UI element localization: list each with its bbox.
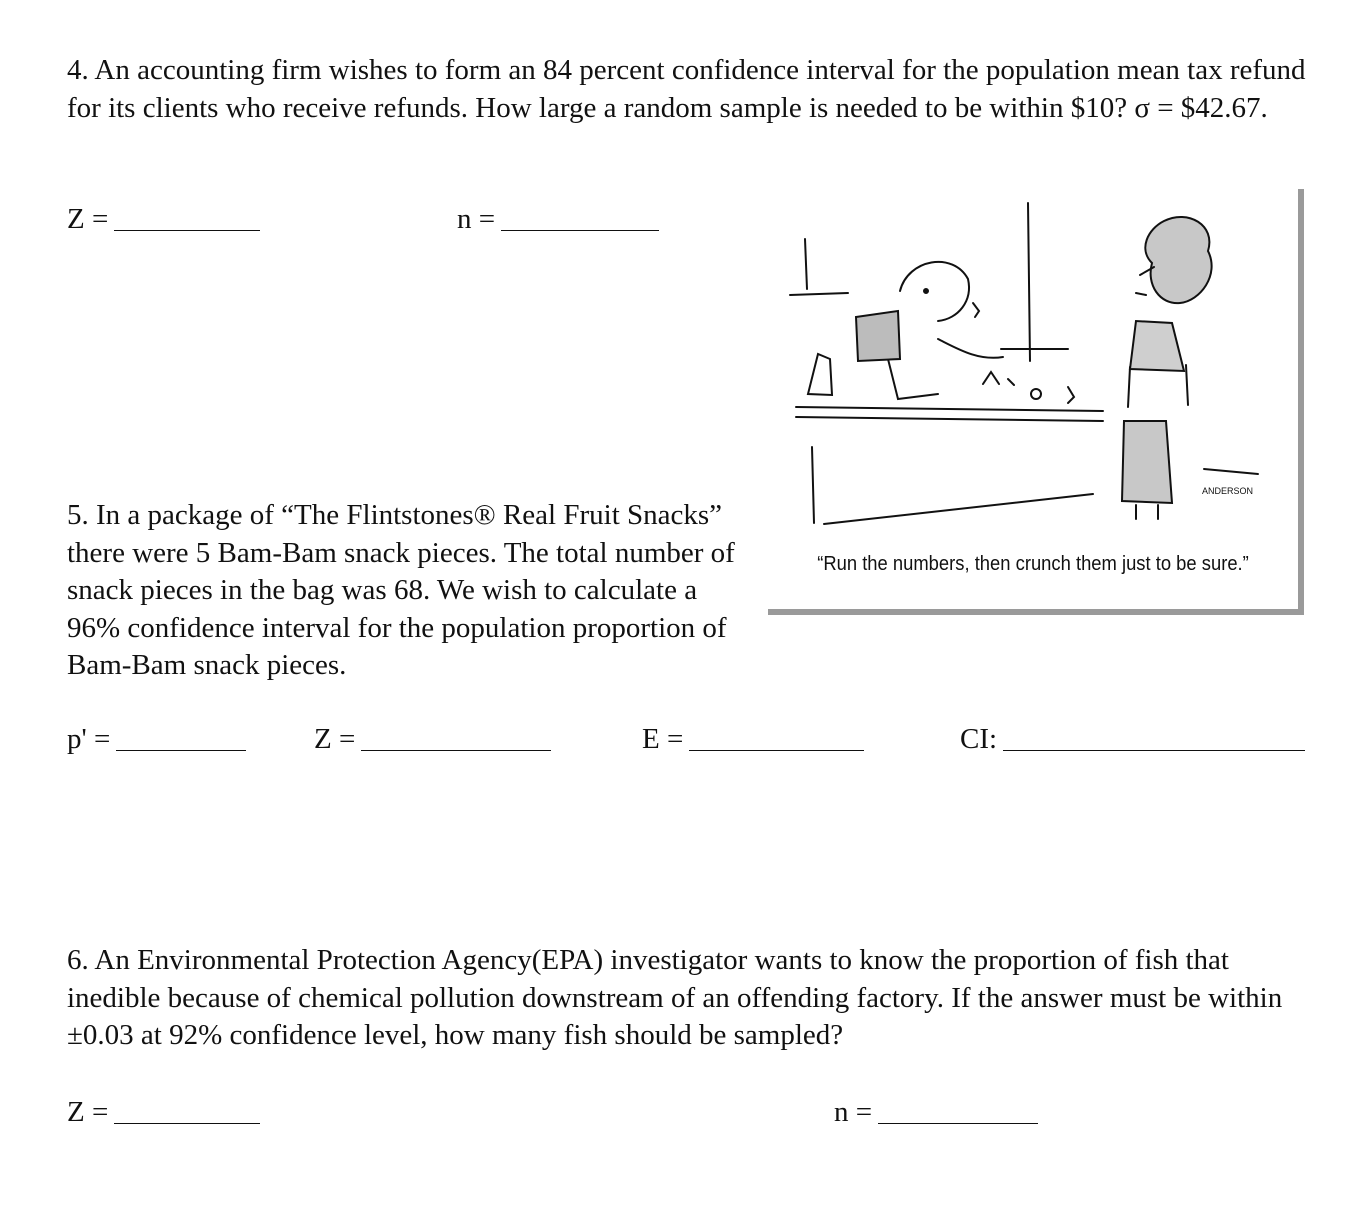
question-6-text: 6. An Environmental Protection Agency(EPA) investigator wants to know the proportion of fish that inedible because of chemical pollution downstream of an offending factory. If the answer must be within ±0.03 at 92% confidence level, how many fish should be sampled? [67,944,1283,1051]
q6-n-blank[interactable] [878,1122,1038,1124]
q5-ci-label: CI: [960,723,998,755]
cartoon-caption: “Run the numbers, then crunch them just to be sure.” [817,553,1249,575]
q6-z-label: Z = [67,1096,109,1128]
q4-z-blank[interactable] [114,229,260,231]
q4-n-label: n = [457,203,496,235]
q4-z-label: Z = [67,203,109,235]
q6-z-field[interactable] [67,1095,260,1129]
q5-z-blank[interactable] [361,749,551,751]
q5-z-field[interactable] [314,722,551,756]
question-5-text: 5. In a package of “The Flintstones® Real Fruit Snacks” there were 5 Bam-Bam snack pieces. The total number of snack pieces in the bag was 68. We wish to calculate a 96% confidence interval for the population proportion of Bam-Bam snack pieces. [67,499,735,681]
q5-e-label: E = [642,723,684,755]
q5-e-field[interactable] [642,722,864,756]
q4-n-blank[interactable] [501,229,659,231]
q5-ci-blank[interactable] [1003,749,1305,751]
q5-z-label: Z = [314,723,356,755]
q5-p-field[interactable] [67,722,246,756]
q4-z-field[interactable] [67,202,260,236]
q5-p-label: p' = [67,723,111,755]
q5-ci-field[interactable] [960,722,1305,756]
q6-z-blank[interactable] [114,1122,260,1124]
q6-n-field[interactable] [834,1095,1038,1129]
cartoon-signature: ANDERSON [1202,486,1254,496]
q6-n-label: n = [834,1096,873,1128]
question-4-text: 4. An accounting firm wishes to form an 84 percent confidence interval for the population mean tax refund for its clients who receive refunds. How large a random sample is needed to be within $10? σ = $42.67. [67,54,1306,124]
q5-p-blank[interactable] [116,749,246,751]
cartoon-illustration [768,189,1304,615]
q4-n-field[interactable] [457,202,659,236]
q5-e-blank[interactable] [689,749,864,751]
cartoon-panel [768,189,1304,615]
